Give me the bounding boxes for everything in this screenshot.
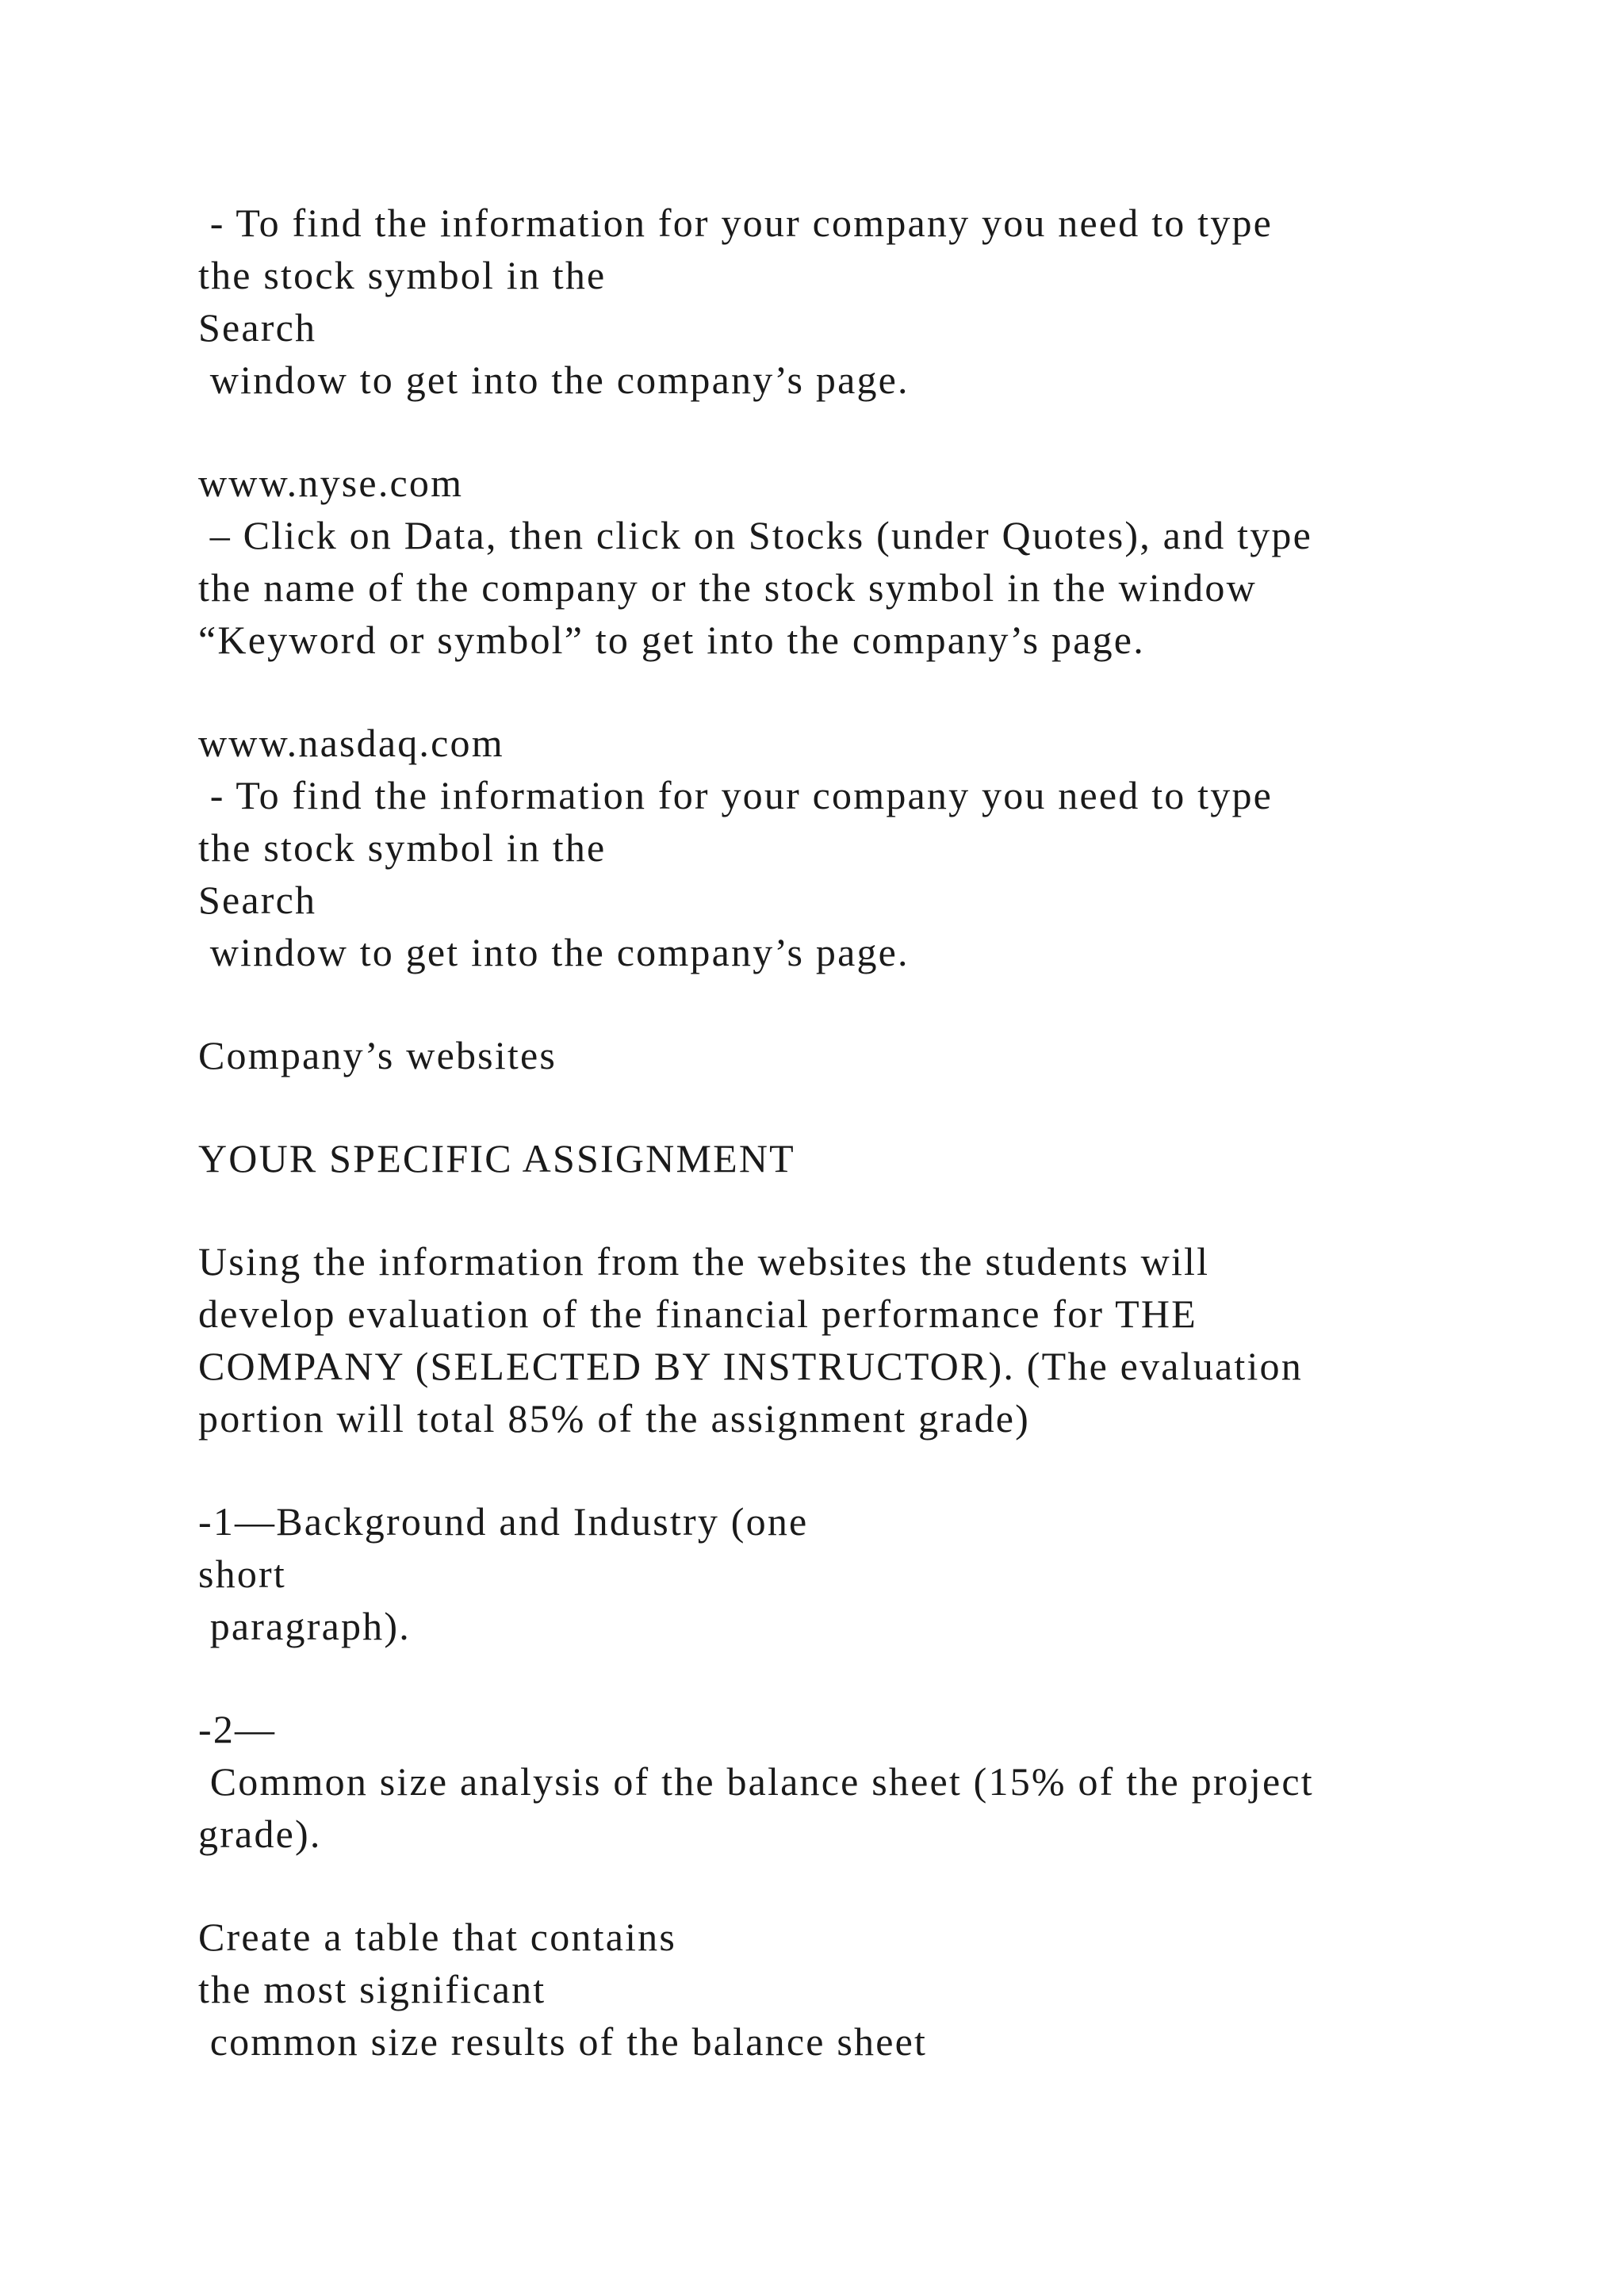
paragraph-search-instructions (198, 197, 1467, 406)
text-line: -1—Background and Industry (one (198, 1499, 809, 1544)
text-line: window to get into the company’s page. (198, 930, 910, 974)
text-line: Common size analysis of the balance sheet (15% of the project (198, 1759, 1314, 1804)
text-line: -2— (198, 1707, 277, 1751)
text-line: grade). (198, 1812, 322, 1856)
text-line: – Click on Data, then click on Stocks (under Quotes), and type (198, 513, 1312, 557)
section-heading-assignment (198, 1132, 1467, 1184)
text-line: Search (198, 878, 317, 922)
text-line: - To find the information for your company you need to type (198, 201, 1274, 245)
document-body (198, 197, 1467, 2118)
text-line: COMPANY (SELECTED BY INSTRUCTOR). (The evaluation (198, 1344, 1303, 1388)
paragraph-company-websites (198, 1029, 1467, 1081)
paragraph-item-2 (198, 1703, 1467, 1860)
paragraph-create-table (198, 1911, 1467, 2068)
text-line: window to get into the company’s page. (198, 358, 910, 402)
text-line: the most significant (198, 1967, 546, 2011)
nyse-link[interactable]: www.nyse.com (198, 461, 464, 505)
paragraph-item-1 (198, 1495, 1467, 1652)
paragraph-nyse (198, 457, 1467, 666)
text-line: Create a table that contains (198, 1915, 677, 1959)
text-line: portion will total 85% of the assignment grade) (198, 1396, 1031, 1441)
text-line: - To find the information for your company you need to type (198, 773, 1274, 817)
text-line: Using the information from the websites the students will (198, 1239, 1210, 1284)
text-line: “Keyword or symbol” to get into the company’s page. (198, 618, 1145, 662)
text-line: common size results of the balance sheet (198, 2019, 928, 2064)
paragraph-assignment-intro (198, 1235, 1467, 1445)
text-line: paragraph). (198, 1604, 411, 1648)
text-line: the stock symbol in the (198, 253, 607, 297)
paragraph-nasdaq (198, 717, 1467, 978)
text-line: the name of the company or the stock symbol in the window (198, 565, 1257, 610)
heading-line: YOUR SPECIFIC ASSIGNMENT (198, 1136, 795, 1181)
text-line: Search (198, 305, 317, 350)
text-line: short (198, 1552, 286, 1596)
nasdaq-link[interactable]: www.nasdaq.com (198, 721, 504, 765)
text-line: develop evaluation of the financial performance for THE (198, 1292, 1197, 1336)
text-line: Company’s websites (198, 1033, 557, 1077)
text-line: the stock symbol in the (198, 825, 607, 870)
